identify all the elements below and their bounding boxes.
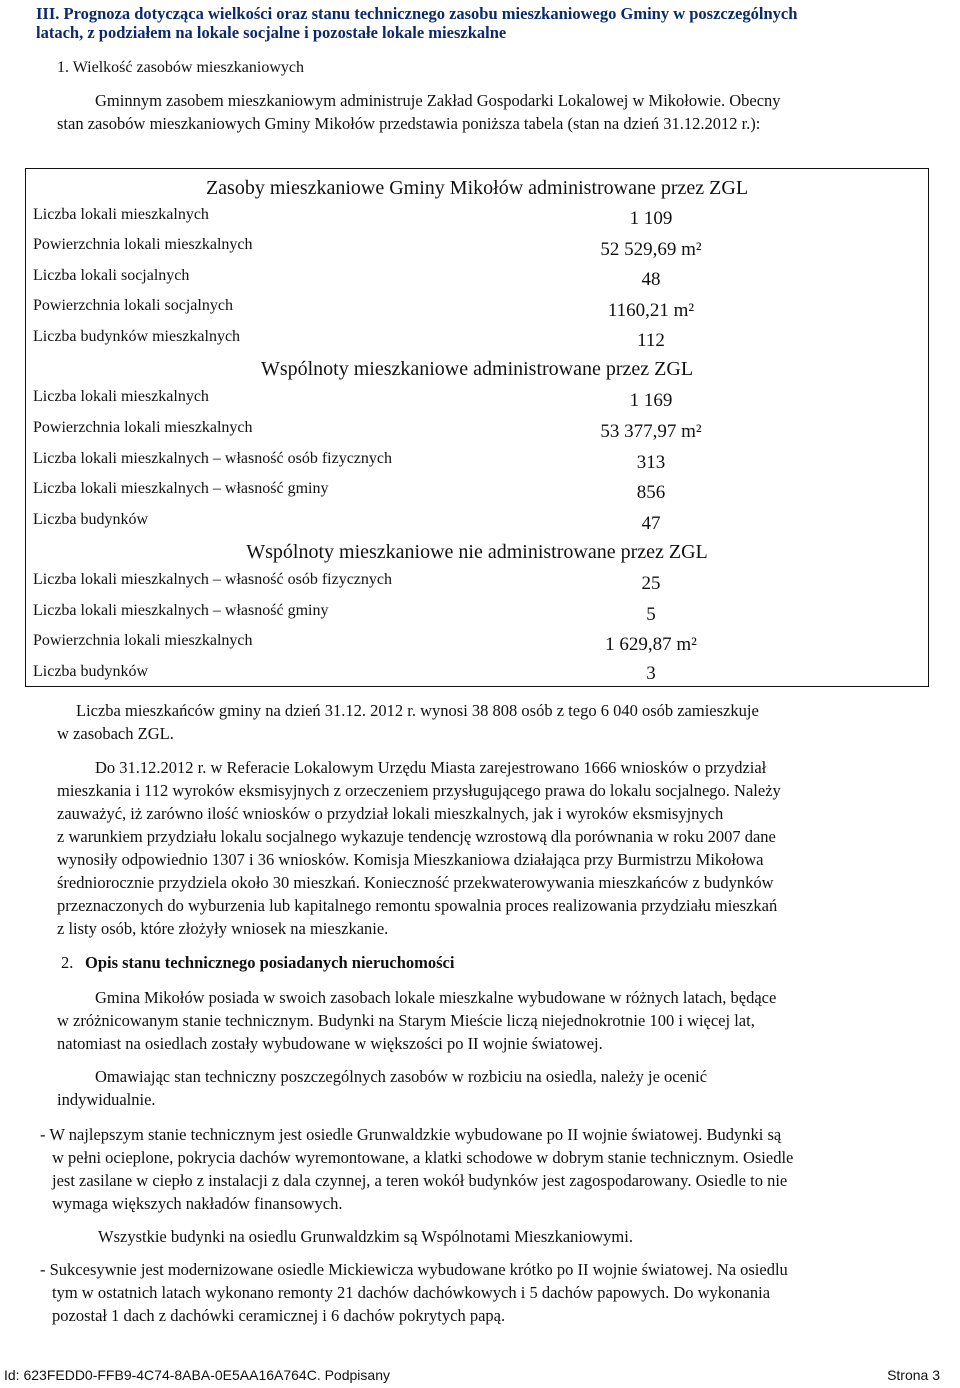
bullet-grunwaldzkie-line: wymaga większych nakładów finansowych. — [52, 1194, 343, 1213]
table-row-label: Liczba budynków — [33, 663, 149, 680]
table-row-label: Liczba lokali mieszkalnych – własność osób fizycznych — [33, 571, 392, 588]
residents-para-line1: Liczba mieszkańców gminy na dzień 31.12. 2012 r. wynosi 38 808 osób z tego 6 040 osób zamieszkuje — [76, 701, 759, 720]
table-row-label: Liczba lokali socjalnych — [33, 267, 190, 284]
section-1-title: 1. Wielkość zasobów mieszkaniowych — [57, 59, 304, 76]
table-row-value: 25 — [641, 573, 661, 594]
table-row-label: Liczba lokali mieszkalnych – własność gminy — [33, 480, 329, 497]
section-1-para-line2: stan zasobów mieszkaniowych Gminy Mikołów przedstawia poniższa tabela (stan na dzień 31.12.2012 r.): — [57, 114, 761, 133]
table-row-label: Liczba lokali mieszkalnych — [33, 206, 209, 223]
table-row-value: 856 — [636, 482, 666, 503]
housing-stock-table — [25, 168, 929, 687]
bullet-grunwaldzkie-line: - W najlepszym stanie technicznym jest osiedle Grunwaldzkie wybudowane po II wojnie światowej. Budynki są — [40, 1125, 782, 1144]
table-row-label: Liczba budynków — [33, 511, 149, 528]
table-row-value: 48 — [641, 269, 661, 290]
section-2-para1-line: natomiast na osiedlach zostały wybudowane w większości po II wojnie światowej. — [57, 1034, 603, 1053]
table-row-value: 47 — [641, 513, 661, 534]
table-row-value: 5 — [646, 604, 656, 625]
table-row-value: 1160,21 m² — [607, 300, 695, 321]
table-row-label: Liczba budynków mieszkalnych — [33, 328, 241, 345]
table-row-value: 3 — [646, 663, 656, 684]
table-row-value: 112 — [637, 330, 665, 351]
section-2-para2-line: Omawiając stan techniczny poszczególnych zasobów w rozbiciu na osiedla, należy je ocenić — [95, 1067, 708, 1086]
table-row-label: Powierzchnia lokali mieszkalnych — [33, 632, 253, 649]
requests-para-line: z listy osób, które złożyły wniosek na mieszkanie. — [57, 919, 389, 938]
bullet-grunwaldzkie-line: w pełni ocieplone, pokrycia dachów wyremontowane, a klatki schodowe w dobrym stanie technicznym. Osiedle — [52, 1148, 794, 1167]
document-id-footer: Id: 623FEDD0-FFB9-4C74-8ABA-0E5AA16A764C. Podpisany — [4, 1367, 390, 1383]
section-2-para3: Wszystkie budynki na osiedlu Grunwaldzkim są Wspólnotami Mieszkaniowymi. — [98, 1227, 633, 1246]
requests-para-line: przeznaczonych do wyburzenia lub kapitalnego remontu spowalnia proces realizowania przydziału mieszkań — [57, 896, 778, 915]
table-row-label: Liczba lokali mieszkalnych — [33, 388, 209, 405]
table-row-label: Liczba lokali mieszkalnych – własność gminy — [33, 602, 329, 619]
chapter-heading-line2: latach, z podziałem na lokale socjalne i pozostałe lokale mieszkalne — [36, 23, 507, 42]
table-row-label: Powierzchnia lokali mieszkalnych — [33, 236, 253, 253]
requests-para-line: mieszkania i 112 wyroków eksmisyjnych z orzeczeniem przysługującego prawa do lokalu socjalnego. Należy — [57, 781, 781, 800]
requests-para-line: średniorocznie przydziela około 30 mieszkań. Konieczność przekwaterowywania mieszkańców z budynków — [57, 873, 774, 892]
table-row-value: 53 377,97 m² — [600, 421, 702, 442]
requests-para-line: z warunkiem przydziału lokalu socjalnego wykazuje tendencję wzrostową dla porównania w roku 2007 dane — [57, 827, 776, 846]
table-row-value: 52 529,69 m² — [600, 239, 702, 260]
bullet-mickiewicza-line: - Sukcesywnie jest modernizowane osiedle Mickiewicza wybudowane krótko po II wojnie światowej. Na osiedlu — [40, 1260, 788, 1279]
table-row-value: 1 169 — [629, 390, 673, 411]
requests-para-line: Do 31.12.2012 r. w Referacie Lokalowym Urzędu Miasta zarejestrowano 1666 wniosków o przydział — [95, 758, 767, 777]
bullet-mickiewicza-line: pozostał 1 dach z dachówki ceramicznej i 6 dachów pokrytych papą. — [52, 1306, 506, 1325]
chapter-heading-line1: III. Prognoza dotycząca wielkości oraz stanu technicznego zasobu mieszkaniowego Gminy w poszczególnych — [36, 4, 798, 23]
section-2-para2-line: indywidualnie. — [57, 1090, 156, 1109]
residents-para-line2: w zasobach ZGL. — [57, 724, 174, 743]
bullet-grunwaldzkie-line: jest zasilane w ciepło z instalacji z dala czynnej, a teren wokół budynków jest zagospodarowany. Osiedle to nie — [52, 1171, 788, 1190]
section-2-title: Opis stanu technicznego posiadanych nieruchomości — [85, 953, 455, 972]
requests-para-line: wynosiły odpowiednio 1307 i 36 wniosków. Komisja Mieszkaniowa działająca przy Burmistrzu Mikołowa — [57, 850, 764, 869]
table-row-value: 1 629,87 m² — [605, 634, 697, 655]
table-row-label: Powierzchnia lokali mieszkalnych — [33, 419, 253, 436]
table-caption-communities-zgl: Wspólnoty mieszkaniowe administrowane przez ZGL — [260, 358, 694, 380]
table-caption-communities-other: Wspólnoty mieszkaniowe nie administrowane przez ZGL — [246, 541, 708, 563]
requests-para-line: zauważyć, iż zarówno ilość wniosków o przydział lokali mieszkalnych, jak i wyroków eksmisyjnych — [57, 804, 724, 823]
table-row-value: 1 109 — [629, 208, 673, 229]
table-row-label: Powierzchnia lokali socjalnych — [33, 297, 233, 314]
section-2-para1-line: w zróżnicowanym stanie technicznym. Budynki na Starym Mieście liczą niejednokrotnie 100 i więcej lat, — [57, 1011, 755, 1030]
bullet-mickiewicza-line: tym w ostatnich latach wykonano remonty 21 dachów dachówkowych i 5 dachów papowych. Do wykonania — [52, 1283, 771, 1302]
table-row-value: 313 — [636, 452, 666, 473]
page-number-footer: Strona 3 — [887, 1367, 940, 1383]
table-caption-zgl-stock: Zasoby mieszkaniowe Gminy Mikołów administrowane przez ZGL — [205, 177, 749, 199]
table-row-label: Liczba lokali mieszkalnych – własność osób fizycznych — [33, 450, 392, 467]
section-2-para1-line: Gmina Mikołów posiada w swoich zasobach lokale mieszkalne wybudowane w różnych latach, będące — [95, 988, 777, 1007]
section-1-para-line1: Gminnym zasobem mieszkaniowym administruje Zakład Gospodarki Lokalowej w Mikołowie. Obecny — [95, 91, 781, 110]
section-2-number: 2. — [61, 953, 74, 972]
